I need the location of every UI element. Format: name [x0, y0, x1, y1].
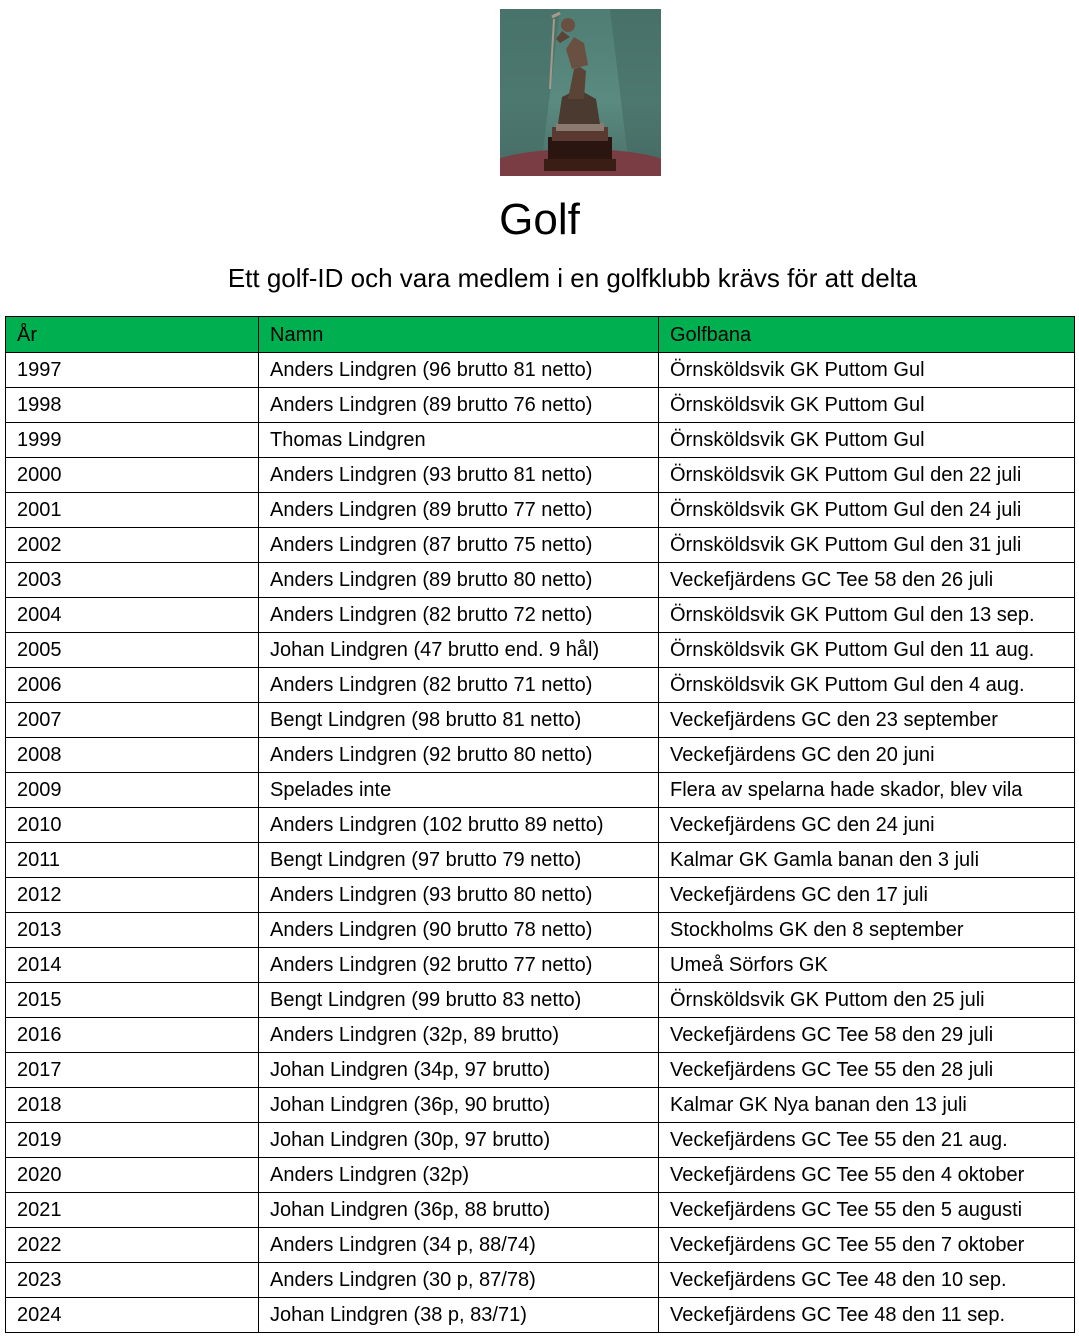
- course-cell: Umeå Sörfors GK: [659, 948, 1075, 983]
- year-cell: 2009: [6, 773, 259, 808]
- year-cell: 2016: [6, 1018, 259, 1053]
- year-cell: 2019: [6, 1123, 259, 1158]
- year-cell: 2017: [6, 1053, 259, 1088]
- name-cell: Johan Lindgren (36p, 88 brutto): [259, 1193, 659, 1228]
- table-row: [6, 1088, 1075, 1123]
- table-header-row: [6, 317, 1075, 353]
- year-cell: 2005: [6, 633, 259, 668]
- column-header-name: Namn: [259, 317, 659, 353]
- table-row: [6, 913, 1075, 948]
- name-cell: Johan Lindgren (38 p, 83/71): [259, 1298, 659, 1333]
- table-row: [6, 353, 1075, 388]
- course-cell: Stockholms GK den 8 september: [659, 913, 1075, 948]
- name-cell: Johan Lindgren (47 brutto end. 9 hål): [259, 633, 659, 668]
- year-cell: 2023: [6, 1263, 259, 1298]
- year-cell: 2004: [6, 598, 259, 633]
- table-row: [6, 458, 1075, 493]
- course-cell: Örnsköldsvik GK Puttom Gul den 13 sep.: [659, 598, 1075, 633]
- course-cell: Veckefjärdens GC Tee 55 den 5 augusti: [659, 1193, 1075, 1228]
- name-cell: Anders Lindgren (93 brutto 81 netto): [259, 458, 659, 493]
- name-cell: Anders Lindgren (93 brutto 80 netto): [259, 878, 659, 913]
- name-cell: Anders Lindgren (30 p, 87/78): [259, 1263, 659, 1298]
- name-cell: Anders Lindgren (90 brutto 78 netto): [259, 913, 659, 948]
- year-cell: 2002: [6, 528, 259, 563]
- name-cell: Anders Lindgren (92 brutto 80 netto): [259, 738, 659, 773]
- course-cell: Veckefjärdens GC Tee 58 den 26 juli: [659, 563, 1075, 598]
- golf-trophy-photo: [500, 9, 661, 176]
- course-cell: Veckefjärdens GC Tee 55 den 28 juli: [659, 1053, 1075, 1088]
- course-cell: Veckefjärdens GC den 20 juni: [659, 738, 1075, 773]
- name-cell: Anders Lindgren (32p): [259, 1158, 659, 1193]
- table-row: [6, 388, 1075, 423]
- results-table: [5, 316, 1075, 1333]
- name-cell: Thomas Lindgren: [259, 423, 659, 458]
- course-cell: Örnsköldsvik GK Puttom Gul den 22 juli: [659, 458, 1075, 493]
- table-row: [6, 878, 1075, 913]
- course-cell: Veckefjärdens GC den 17 juli: [659, 878, 1075, 913]
- name-cell: Anders Lindgren (89 brutto 80 netto): [259, 563, 659, 598]
- table-row: [6, 563, 1075, 598]
- year-cell: 2008: [6, 738, 259, 773]
- year-cell: 2015: [6, 983, 259, 1018]
- course-cell: Örnsköldsvik GK Puttom den 25 juli: [659, 983, 1075, 1018]
- table-row: [6, 773, 1075, 808]
- course-cell: Flera av spelarna hade skador, blev vila: [659, 773, 1075, 808]
- table-row: [6, 808, 1075, 843]
- table-row: [6, 1123, 1075, 1158]
- course-cell: Kalmar GK Gamla banan den 3 juli: [659, 843, 1075, 878]
- name-cell: Anders Lindgren (82 brutto 71 netto): [259, 668, 659, 703]
- course-cell: Veckefjärdens GC den 23 september: [659, 703, 1075, 738]
- year-cell: 2018: [6, 1088, 259, 1123]
- course-cell: Örnsköldsvik GK Puttom Gul den 11 aug.: [659, 633, 1075, 668]
- table-row: [6, 1228, 1075, 1263]
- name-cell: Anders Lindgren (92 brutto 77 netto): [259, 948, 659, 983]
- column-header-year: År: [6, 317, 259, 353]
- table-row: [6, 528, 1075, 563]
- table-row: [6, 598, 1075, 633]
- table-row: [6, 738, 1075, 773]
- year-cell: 1998: [6, 388, 259, 423]
- name-cell: Anders Lindgren (96 brutto 81 netto): [259, 353, 659, 388]
- year-cell: 2010: [6, 808, 259, 843]
- name-cell: Anders Lindgren (89 brutto 77 netto): [259, 493, 659, 528]
- year-cell: 2014: [6, 948, 259, 983]
- year-cell: 2021: [6, 1193, 259, 1228]
- name-cell: Bengt Lindgren (99 brutto 83 netto): [259, 983, 659, 1018]
- year-cell: 2024: [6, 1298, 259, 1333]
- year-cell: 2003: [6, 563, 259, 598]
- table-row: [6, 948, 1075, 983]
- year-cell: 2011: [6, 843, 259, 878]
- course-cell: Veckefjärdens GC Tee 55 den 21 aug.: [659, 1123, 1075, 1158]
- year-cell: 2013: [6, 913, 259, 948]
- table-row: [6, 633, 1075, 668]
- year-cell: 2012: [6, 878, 259, 913]
- page-title: Golf: [499, 195, 580, 244]
- course-cell: Veckefjärdens GC Tee 48 den 10 sep.: [659, 1263, 1075, 1298]
- course-cell: Veckefjärdens GC den 24 juni: [659, 808, 1075, 843]
- course-cell: Örnsköldsvik GK Puttom Gul: [659, 423, 1075, 458]
- course-cell: Örnsköldsvik GK Puttom Gul: [659, 388, 1075, 423]
- table-row: [6, 843, 1075, 878]
- course-cell: Veckefjärdens GC Tee 58 den 29 juli: [659, 1018, 1075, 1053]
- course-cell: Örnsköldsvik GK Puttom Gul den 31 juli: [659, 528, 1075, 563]
- page-subtitle: Ett golf-ID och vara medlem i en golfklubb krävs för att delta: [227, 263, 918, 293]
- name-cell: Anders Lindgren (89 brutto 76 netto): [259, 388, 659, 423]
- table-row: [6, 1018, 1075, 1053]
- table-row: [6, 1193, 1075, 1228]
- name-cell: Johan Lindgren (34p, 97 brutto): [259, 1053, 659, 1088]
- course-cell: Örnsköldsvik GK Puttom Gul den 4 aug.: [659, 668, 1075, 703]
- year-cell: 1997: [6, 353, 259, 388]
- year-cell: 2022: [6, 1228, 259, 1263]
- table-row: [6, 423, 1075, 458]
- year-cell: 1999: [6, 423, 259, 458]
- course-cell: Veckefjärdens GC Tee 48 den 11 sep.: [659, 1298, 1075, 1333]
- table-row: [6, 668, 1075, 703]
- course-cell: Veckefjärdens GC Tee 55 den 7 oktober: [659, 1228, 1075, 1263]
- table-row: [6, 1053, 1075, 1088]
- column-header-course: Golfbana: [659, 317, 1075, 353]
- name-cell: Anders Lindgren (87 brutto 75 netto): [259, 528, 659, 563]
- year-cell: 2007: [6, 703, 259, 738]
- name-cell: Anders Lindgren (82 brutto 72 netto): [259, 598, 659, 633]
- name-cell: Johan Lindgren (30p, 97 brutto): [259, 1123, 659, 1158]
- table-row: [6, 983, 1075, 1018]
- table-row: [6, 1158, 1075, 1193]
- name-cell: Johan Lindgren (36p, 90 brutto): [259, 1088, 659, 1123]
- course-cell: Örnsköldsvik GK Puttom Gul den 24 juli: [659, 493, 1075, 528]
- name-cell: Anders Lindgren (102 brutto 89 netto): [259, 808, 659, 843]
- year-cell: 2000: [6, 458, 259, 493]
- name-cell: Anders Lindgren (34 p, 88/74): [259, 1228, 659, 1263]
- year-cell: 2001: [6, 493, 259, 528]
- course-cell: Örnsköldsvik GK Puttom Gul: [659, 353, 1075, 388]
- course-cell: Veckefjärdens GC Tee 55 den 4 oktober: [659, 1158, 1075, 1193]
- table-row: [6, 1298, 1075, 1333]
- name-cell: Spelades inte: [259, 773, 659, 808]
- table-row: [6, 1263, 1075, 1298]
- table-body: [6, 353, 1075, 1333]
- name-cell: Anders Lindgren (32p, 89 brutto): [259, 1018, 659, 1053]
- year-cell: 2006: [6, 668, 259, 703]
- name-cell: Bengt Lindgren (97 brutto 79 netto): [259, 843, 659, 878]
- golf-trophy-icon: [500, 9, 661, 176]
- year-cell: 2020: [6, 1158, 259, 1193]
- name-cell: Bengt Lindgren (98 brutto 81 netto): [259, 703, 659, 738]
- table-row: [6, 493, 1075, 528]
- table-row: [6, 703, 1075, 738]
- course-cell: Kalmar GK Nya banan den 13 juli: [659, 1088, 1075, 1123]
